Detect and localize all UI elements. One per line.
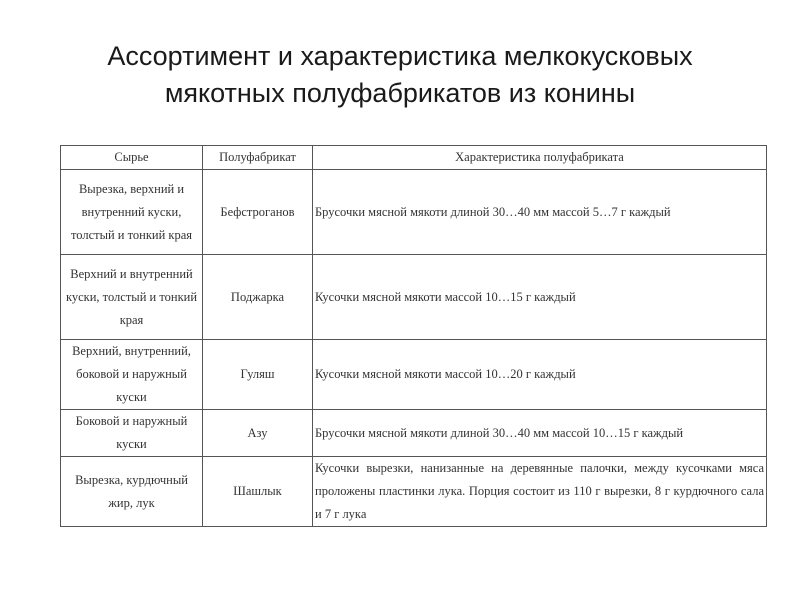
cell-product: Поджарка [203, 255, 313, 340]
cell-description: Кусочки вырезки, нанизанные на деревянные палочки, между кусочками мяса проложены пластинки лука. Порция состоит из 110 г вырезки, 8 г курдючного сала и 7 г лука [313, 457, 767, 527]
cell-description: Брусочки мясной мякоти длиной 30…40 мм массой 10…15 г каждый [313, 410, 767, 457]
table-row [61, 170, 767, 255]
table-row [61, 410, 767, 457]
header-description: Характеристика полуфабриката [313, 146, 767, 170]
table-row [61, 457, 767, 527]
cell-raw-material: Вырезка, верхний и внутренний куски, толстый и тонкий края [61, 170, 203, 255]
header-product: Полуфабрикат [203, 146, 313, 170]
cell-product: Бефстроганов [203, 170, 313, 255]
products-table [60, 145, 767, 527]
cell-description: Брусочки мясной мякоти длиной 30…40 мм массой 5…7 г каждый [313, 170, 767, 255]
cell-product: Гуляш [203, 340, 313, 410]
cell-description: Кусочки мясной мякоти массой 10…15 г каждый [313, 255, 767, 340]
cell-raw-material: Вырезка, курдючный жир, лук [61, 457, 203, 527]
page-title-line-1: Ассортимент и характеристика мелкокусковых [107, 41, 693, 71]
cell-raw-material: Верхний и внутренний куски, толстый и тонкий края [61, 255, 203, 340]
page-title-line-2: мякотных полуфабрикатов из конины [164, 78, 636, 108]
cell-product: Шашлык [203, 457, 313, 527]
page-title [0, 38, 800, 112]
table-header-row [61, 146, 767, 170]
table-row [61, 255, 767, 340]
cell-product: Азу [203, 410, 313, 457]
cell-raw-material: Боковой и наружный куски [61, 410, 203, 457]
header-raw-material: Сырье [61, 146, 203, 170]
cell-description: Кусочки мясной мякоти массой 10…20 г каждый [313, 340, 767, 410]
table-row [61, 340, 767, 410]
cell-raw-material: Верхний, внутренний, боковой и наружный куски [61, 340, 203, 410]
